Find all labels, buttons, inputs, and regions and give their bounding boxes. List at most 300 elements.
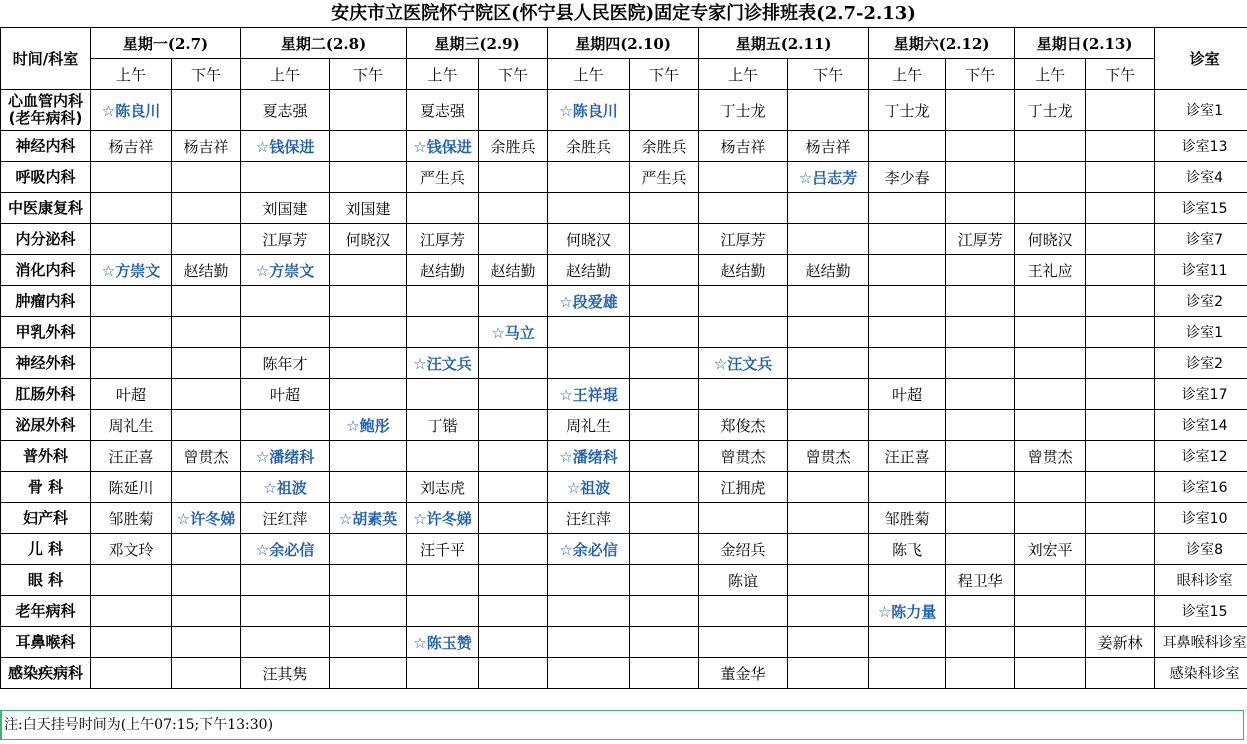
am-header: 上午 [241, 59, 330, 90]
department-cell: 耳鼻喉科 [1, 627, 91, 658]
pm-doctor-cell [172, 224, 241, 255]
pm-doctor-cell: ☆马立 [479, 317, 548, 348]
pm-doctor-cell [1086, 317, 1155, 348]
pm-doctor-cell [330, 255, 407, 286]
am-doctor-cell: ☆王祥琨 [548, 379, 630, 410]
am-doctor-cell: 董金华 [699, 658, 788, 689]
room-cell: 眼科诊室 [1155, 565, 1247, 596]
table-row [1, 162, 1247, 193]
am-doctor-cell: 曾贯杰 [1015, 441, 1086, 472]
pm-doctor-cell [479, 224, 548, 255]
pm-doctor-cell: ☆许冬娣 [172, 503, 241, 534]
pm-doctor-cell [946, 503, 1015, 534]
room-cell: 诊室2 [1155, 348, 1247, 379]
am-doctor-cell [1015, 317, 1086, 348]
am-doctor-cell [1015, 596, 1086, 627]
room-cell: 诊室8 [1155, 534, 1247, 565]
am-header: 上午 [407, 59, 479, 90]
am-doctor-cell: ☆许冬娣 [407, 503, 479, 534]
department-cell: 老年病科 [1, 596, 91, 627]
am-doctor-cell [91, 224, 172, 255]
am-doctor-cell: 赵结勤 [407, 255, 479, 286]
department-cell: 普外科 [1, 441, 91, 472]
pm-doctor-cell [788, 317, 869, 348]
day-header-fri: 星期五(2.11) [699, 28, 869, 59]
pm-doctor-cell [630, 596, 699, 627]
am-doctor-cell: 叶超 [869, 379, 946, 410]
pm-header: 下午 [1086, 59, 1155, 90]
am-header: 上午 [699, 59, 788, 90]
am-doctor-cell: ☆方崇文 [91, 255, 172, 286]
pm-doctor-cell [1086, 534, 1155, 565]
day-header-row [1, 28, 1247, 59]
am-doctor-cell: ☆钱保进 [407, 131, 479, 162]
am-doctor-cell [407, 286, 479, 317]
am-doctor-cell [699, 317, 788, 348]
am-doctor-cell: 陈年才 [241, 348, 330, 379]
pm-doctor-cell [479, 410, 548, 441]
pm-header: 下午 [630, 59, 699, 90]
am-doctor-cell: 叶超 [241, 379, 330, 410]
am-doctor-cell: ☆余必信 [548, 534, 630, 565]
pm-doctor-cell: ☆吕志芳 [788, 162, 869, 193]
pm-doctor-cell [788, 90, 869, 131]
department-cell: 中医康复科 [1, 193, 91, 224]
room-cell: 耳鼻喉科诊室 [1155, 627, 1247, 658]
pm-doctor-cell: 杨吉祥 [172, 131, 241, 162]
am-doctor-cell [1015, 410, 1086, 441]
am-doctor-cell: ☆方崇文 [241, 255, 330, 286]
am-doctor-cell [407, 596, 479, 627]
am-header: 上午 [91, 59, 172, 90]
room-header: 诊室 [1155, 28, 1247, 90]
am-doctor-cell: 陈谊 [699, 565, 788, 596]
am-doctor-cell [91, 162, 172, 193]
room-cell: 诊室12 [1155, 441, 1247, 472]
department-cell: 眼 科 [1, 565, 91, 596]
am-doctor-cell [548, 317, 630, 348]
am-doctor-cell [699, 193, 788, 224]
am-doctor-cell [869, 255, 946, 286]
pm-doctor-cell [630, 224, 699, 255]
am-doctor-cell [548, 658, 630, 689]
department-cell: 感染疾病科 [1, 658, 91, 689]
am-doctor-cell [869, 410, 946, 441]
pm-doctor-cell [1086, 503, 1155, 534]
am-doctor-cell [1015, 348, 1086, 379]
am-doctor-cell: ☆陈玉赞 [407, 627, 479, 658]
department-cell: 消化内科 [1, 255, 91, 286]
am-doctor-cell [699, 379, 788, 410]
pm-doctor-cell [630, 503, 699, 534]
pm-doctor-cell [946, 658, 1015, 689]
pm-doctor-cell [172, 565, 241, 596]
pm-header: 下午 [330, 59, 407, 90]
room-cell: 诊室1 [1155, 317, 1247, 348]
pm-doctor-cell [479, 193, 548, 224]
pm-doctor-cell: 赵结勤 [788, 255, 869, 286]
am-doctor-cell: 江厚芳 [407, 224, 479, 255]
pm-doctor-cell [479, 90, 548, 131]
am-doctor-cell [407, 658, 479, 689]
am-doctor-cell: ☆潘绪科 [548, 441, 630, 472]
am-doctor-cell [548, 348, 630, 379]
am-doctor-cell [241, 627, 330, 658]
am-doctor-cell [91, 658, 172, 689]
table-row [1, 441, 1247, 472]
pm-doctor-cell [946, 255, 1015, 286]
pm-doctor-cell [479, 379, 548, 410]
am-doctor-cell [241, 565, 330, 596]
pm-doctor-cell: 严生兵 [630, 162, 699, 193]
pm-doctor-cell [172, 286, 241, 317]
pm-doctor-cell: 赵结勤 [172, 255, 241, 286]
pm-doctor-cell [946, 90, 1015, 131]
am-doctor-cell [869, 472, 946, 503]
pm-header: 下午 [946, 59, 1015, 90]
pm-doctor-cell [172, 658, 241, 689]
pm-doctor-cell [630, 193, 699, 224]
day-header-sat: 星期六(2.12) [869, 28, 1015, 59]
am-doctor-cell: 周礼生 [548, 410, 630, 441]
pm-doctor-cell [788, 348, 869, 379]
department-cell: 骨 科 [1, 472, 91, 503]
pm-doctor-cell [788, 596, 869, 627]
am-doctor-cell: 江厚芳 [699, 224, 788, 255]
pm-doctor-cell [172, 627, 241, 658]
pm-doctor-cell [1086, 658, 1155, 689]
pm-doctor-cell [630, 441, 699, 472]
am-doctor-cell [91, 627, 172, 658]
pm-doctor-cell [946, 379, 1015, 410]
am-doctor-cell: ☆祖波 [548, 472, 630, 503]
am-doctor-cell [699, 286, 788, 317]
pm-doctor-cell [630, 410, 699, 441]
pm-doctor-cell [479, 627, 548, 658]
pm-doctor-cell [330, 596, 407, 627]
pm-doctor-cell [946, 472, 1015, 503]
ampm-header-row [1, 59, 1247, 90]
table-row [1, 596, 1247, 627]
pm-doctor-cell [1086, 441, 1155, 472]
am-doctor-cell: 周礼生 [91, 410, 172, 441]
corner-header: 时间/科室 [1, 28, 91, 90]
pm-header: 下午 [479, 59, 548, 90]
pm-doctor-cell [330, 534, 407, 565]
am-doctor-cell: 汪红萍 [548, 503, 630, 534]
am-doctor-cell: 夏志强 [407, 90, 479, 131]
pm-doctor-cell [479, 503, 548, 534]
day-header-mon: 星期一(2.7) [91, 28, 241, 59]
pm-doctor-cell: 曾贯杰 [788, 441, 869, 472]
day-header-thu: 星期四(2.10) [548, 28, 699, 59]
am-header: 上午 [869, 59, 946, 90]
am-doctor-cell: ☆汪文兵 [699, 348, 788, 379]
pm-doctor-cell [946, 410, 1015, 441]
am-doctor-cell [699, 503, 788, 534]
am-doctor-cell [1015, 131, 1086, 162]
am-doctor-cell: ☆汪文兵 [407, 348, 479, 379]
table-row [1, 286, 1247, 317]
am-doctor-cell: 陈飞 [869, 534, 946, 565]
pm-doctor-cell [1086, 255, 1155, 286]
room-cell: 诊室7 [1155, 224, 1247, 255]
pm-doctor-cell [788, 193, 869, 224]
am-doctor-cell [869, 317, 946, 348]
pm-doctor-cell [630, 379, 699, 410]
am-doctor-cell: ☆陈良川 [91, 90, 172, 131]
am-doctor-cell: 刘宏平 [1015, 534, 1086, 565]
department-cell: 神经内科 [1, 131, 91, 162]
pm-doctor-cell [479, 286, 548, 317]
am-doctor-cell: 丁士龙 [869, 90, 946, 131]
am-doctor-cell [241, 286, 330, 317]
pm-doctor-cell [946, 348, 1015, 379]
am-doctor-cell: 陈延川 [91, 472, 172, 503]
pm-doctor-cell [172, 596, 241, 627]
pm-doctor-cell [479, 162, 548, 193]
pm-doctor-cell: 余胜兵 [630, 131, 699, 162]
pm-doctor-cell [946, 286, 1015, 317]
am-doctor-cell [548, 162, 630, 193]
pm-doctor-cell [1086, 224, 1155, 255]
am-doctor-cell [1015, 286, 1086, 317]
pm-doctor-cell [172, 90, 241, 131]
am-doctor-cell: ☆陈良川 [548, 90, 630, 131]
am-doctor-cell [699, 596, 788, 627]
pm-doctor-cell [172, 472, 241, 503]
am-doctor-cell: 何晓汉 [1015, 224, 1086, 255]
am-doctor-cell: ☆陈力量 [869, 596, 946, 627]
pm-doctor-cell: 赵结勤 [479, 255, 548, 286]
am-doctor-cell [869, 565, 946, 596]
table-row [1, 534, 1247, 565]
department-cell: 肛肠外科 [1, 379, 91, 410]
table-row [1, 348, 1247, 379]
pm-doctor-cell [630, 658, 699, 689]
am-doctor-cell: ☆段爱雄 [548, 286, 630, 317]
pm-doctor-cell [630, 627, 699, 658]
table-row [1, 224, 1247, 255]
pm-doctor-cell: ☆鲍彤 [330, 410, 407, 441]
am-doctor-cell [548, 193, 630, 224]
pm-doctor-cell [1086, 379, 1155, 410]
pm-doctor-cell [1086, 90, 1155, 131]
am-doctor-cell [548, 596, 630, 627]
am-doctor-cell [869, 131, 946, 162]
pm-doctor-cell [172, 317, 241, 348]
am-doctor-cell [1015, 658, 1086, 689]
am-doctor-cell [407, 379, 479, 410]
day-header-sun: 星期日(2.13) [1015, 28, 1155, 59]
schedule-table [0, 27, 1247, 689]
pm-doctor-cell [330, 658, 407, 689]
room-cell: 诊室2 [1155, 286, 1247, 317]
pm-doctor-cell [330, 90, 407, 131]
pm-doctor-cell [1086, 348, 1155, 379]
pm-doctor-cell [630, 255, 699, 286]
pm-doctor-cell: 曾贯杰 [172, 441, 241, 472]
pm-doctor-cell: 杨吉祥 [788, 131, 869, 162]
pm-doctor-cell [630, 534, 699, 565]
am-doctor-cell: 王礼应 [1015, 255, 1086, 286]
pm-doctor-cell [946, 193, 1015, 224]
pm-doctor-cell [630, 286, 699, 317]
am-doctor-cell [91, 348, 172, 379]
department-cell: 内分泌科 [1, 224, 91, 255]
pm-doctor-cell [1086, 131, 1155, 162]
pm-doctor-cell: 姜新林 [1086, 627, 1155, 658]
pm-doctor-cell [946, 131, 1015, 162]
am-doctor-cell [1015, 193, 1086, 224]
pm-doctor-cell [946, 596, 1015, 627]
room-cell: 诊室1 [1155, 90, 1247, 131]
am-doctor-cell [407, 317, 479, 348]
table-row [1, 565, 1247, 596]
room-cell: 诊室16 [1155, 472, 1247, 503]
room-cell: 诊室15 [1155, 596, 1247, 627]
am-doctor-cell: 邹胜菊 [91, 503, 172, 534]
pm-doctor-cell [946, 534, 1015, 565]
am-doctor-cell [241, 317, 330, 348]
am-doctor-cell: 叶超 [91, 379, 172, 410]
am-doctor-cell: 汪正喜 [91, 441, 172, 472]
am-doctor-cell: 刘志虎 [407, 472, 479, 503]
am-doctor-cell: ☆钱保进 [241, 131, 330, 162]
day-header-tue: 星期二(2.8) [241, 28, 407, 59]
am-doctor-cell [1015, 627, 1086, 658]
pm-doctor-cell [479, 658, 548, 689]
pm-doctor-cell: 余胜兵 [479, 131, 548, 162]
pm-doctor-cell [788, 379, 869, 410]
pm-doctor-cell [172, 379, 241, 410]
am-doctor-cell: 赵结勤 [548, 255, 630, 286]
am-doctor-cell [1015, 472, 1086, 503]
pm-doctor-cell: 江厚芳 [946, 224, 1015, 255]
pm-doctor-cell: 刘国建 [330, 193, 407, 224]
pm-header: 下午 [172, 59, 241, 90]
pm-doctor-cell [1086, 162, 1155, 193]
table-row [1, 317, 1247, 348]
pm-doctor-cell [330, 441, 407, 472]
am-doctor-cell [869, 658, 946, 689]
pm-doctor-cell [330, 162, 407, 193]
department-cell: 妇产科 [1, 503, 91, 534]
am-header: 上午 [1015, 59, 1086, 90]
pm-doctor-cell [1086, 410, 1155, 441]
pm-doctor-cell: ☆胡素英 [330, 503, 407, 534]
am-header: 上午 [548, 59, 630, 90]
pm-doctor-cell [1086, 472, 1155, 503]
am-doctor-cell: 夏志强 [241, 90, 330, 131]
pm-doctor-cell [172, 410, 241, 441]
am-doctor-cell [699, 162, 788, 193]
page-title: 安庆市立医院怀宁院区(怀宁县人民医院)固定专家门诊排班表(2.7-2.13) [331, 3, 916, 24]
am-doctor-cell [548, 627, 630, 658]
am-doctor-cell [548, 565, 630, 596]
pm-doctor-cell: 何晓汉 [330, 224, 407, 255]
am-doctor-cell [407, 441, 479, 472]
pm-doctor-cell [330, 348, 407, 379]
pm-doctor-cell [479, 348, 548, 379]
pm-doctor-cell [788, 286, 869, 317]
am-doctor-cell: 汪正喜 [869, 441, 946, 472]
pm-doctor-cell [330, 379, 407, 410]
pm-doctor-cell [788, 658, 869, 689]
room-cell: 诊室10 [1155, 503, 1247, 534]
table-row [1, 410, 1247, 441]
pm-doctor-cell [630, 565, 699, 596]
pm-doctor-cell [330, 472, 407, 503]
am-doctor-cell: ☆潘绪科 [241, 441, 330, 472]
pm-doctor-cell [330, 317, 407, 348]
pm-doctor-cell [788, 534, 869, 565]
pm-doctor-cell [788, 565, 869, 596]
am-doctor-cell: 邹胜菊 [869, 503, 946, 534]
table-row [1, 255, 1247, 286]
pm-doctor-cell [479, 596, 548, 627]
am-doctor-cell: ☆祖波 [241, 472, 330, 503]
pm-doctor-cell [330, 627, 407, 658]
department-cell: 泌尿外科 [1, 410, 91, 441]
pm-doctor-cell [172, 534, 241, 565]
am-doctor-cell [91, 286, 172, 317]
pm-doctor-cell [788, 410, 869, 441]
schedule-body [1, 90, 1247, 689]
department-cell: 心血管内科(老年病科) [1, 90, 91, 131]
department-cell: 儿 科 [1, 534, 91, 565]
room-cell: 诊室15 [1155, 193, 1247, 224]
am-doctor-cell [91, 565, 172, 596]
day-header-wed: 星期三(2.9) [407, 28, 548, 59]
room-cell: 诊室4 [1155, 162, 1247, 193]
am-doctor-cell [699, 627, 788, 658]
pm-doctor-cell [788, 472, 869, 503]
am-doctor-cell: 杨吉祥 [91, 131, 172, 162]
pm-doctor-cell [330, 131, 407, 162]
department-cell: 肿瘤内科 [1, 286, 91, 317]
am-doctor-cell [91, 317, 172, 348]
am-doctor-cell [407, 565, 479, 596]
am-doctor-cell [407, 193, 479, 224]
pm-doctor-cell [788, 627, 869, 658]
am-doctor-cell [1015, 503, 1086, 534]
pm-doctor-cell [479, 565, 548, 596]
pm-doctor-cell [1086, 565, 1155, 596]
table-row [1, 472, 1247, 503]
room-cell: 诊室13 [1155, 131, 1247, 162]
am-doctor-cell: 严生兵 [407, 162, 479, 193]
am-doctor-cell [869, 348, 946, 379]
am-doctor-cell: 郑俊杰 [699, 410, 788, 441]
pm-header: 下午 [788, 59, 869, 90]
am-doctor-cell [869, 627, 946, 658]
am-doctor-cell: 丁士龙 [1015, 90, 1086, 131]
pm-doctor-cell [788, 224, 869, 255]
room-cell: 诊室14 [1155, 410, 1247, 441]
pm-doctor-cell [479, 534, 548, 565]
table-row [1, 193, 1247, 224]
pm-doctor-cell [172, 348, 241, 379]
pm-doctor-cell [946, 317, 1015, 348]
am-doctor-cell: 李少春 [869, 162, 946, 193]
am-doctor-cell: 江拥虎 [699, 472, 788, 503]
pm-doctor-cell [1086, 596, 1155, 627]
room-cell: 感染科诊室 [1155, 658, 1247, 689]
table-row [1, 131, 1247, 162]
pm-doctor-cell [479, 441, 548, 472]
pm-doctor-cell [630, 90, 699, 131]
